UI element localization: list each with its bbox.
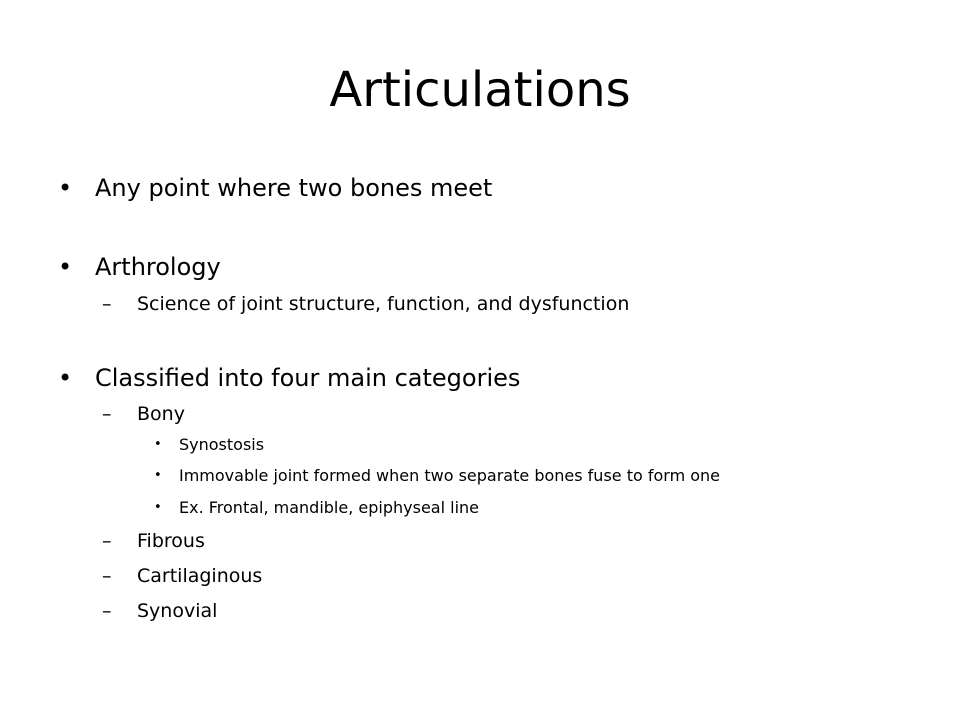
bullet-text: Any point where two bones meet bbox=[95, 174, 493, 202]
sub-sub-item-text: Immovable joint formed when two separate bones fuse to form one bbox=[179, 466, 721, 485]
sub-item-text: Cartilaginous bbox=[137, 565, 263, 587]
dash-marker: – bbox=[102, 403, 112, 425]
bullet-any-point bbox=[58, 172, 493, 204]
sub-item-text: Bony bbox=[137, 403, 185, 425]
bullet-arthrology bbox=[58, 251, 221, 283]
sub-sub-item-text: Ex. Frontal, mandible, epiphyseal line bbox=[179, 498, 479, 517]
sub-item-cartilaginous bbox=[102, 563, 263, 589]
sub-item-synovial bbox=[102, 598, 218, 624]
sub-item-text: Synovial bbox=[137, 600, 218, 622]
dash-marker: – bbox=[102, 600, 112, 622]
bullet-marker: • bbox=[58, 364, 73, 392]
bullet-marker: • bbox=[58, 174, 73, 202]
sub-item-arthrology-definition bbox=[102, 291, 630, 317]
bullet-marker: • bbox=[154, 500, 162, 515]
slide-title: Articulations bbox=[329, 62, 631, 118]
bullet-classified bbox=[58, 362, 521, 394]
sub-sub-item-synostosis bbox=[154, 434, 265, 456]
sub-item-bony bbox=[102, 401, 185, 427]
bullet-marker: • bbox=[154, 468, 162, 483]
sub-item-text: Fibrous bbox=[137, 530, 205, 552]
sub-item-fibrous bbox=[102, 528, 205, 554]
bullet-marker: • bbox=[58, 253, 73, 281]
dash-marker: – bbox=[102, 565, 112, 587]
sub-sub-item-immovable bbox=[154, 465, 721, 487]
dash-marker: – bbox=[102, 530, 112, 552]
sub-sub-item-example bbox=[154, 497, 479, 519]
sub-sub-item-text: Synostosis bbox=[179, 435, 265, 454]
sub-item-text: Science of joint structure, function, and dysfunction bbox=[137, 293, 630, 315]
bullet-text: Classified into four main categories bbox=[95, 364, 521, 392]
dash-marker: – bbox=[102, 293, 112, 315]
bullet-marker: • bbox=[154, 437, 162, 452]
bullet-text: Arthrology bbox=[95, 253, 221, 281]
